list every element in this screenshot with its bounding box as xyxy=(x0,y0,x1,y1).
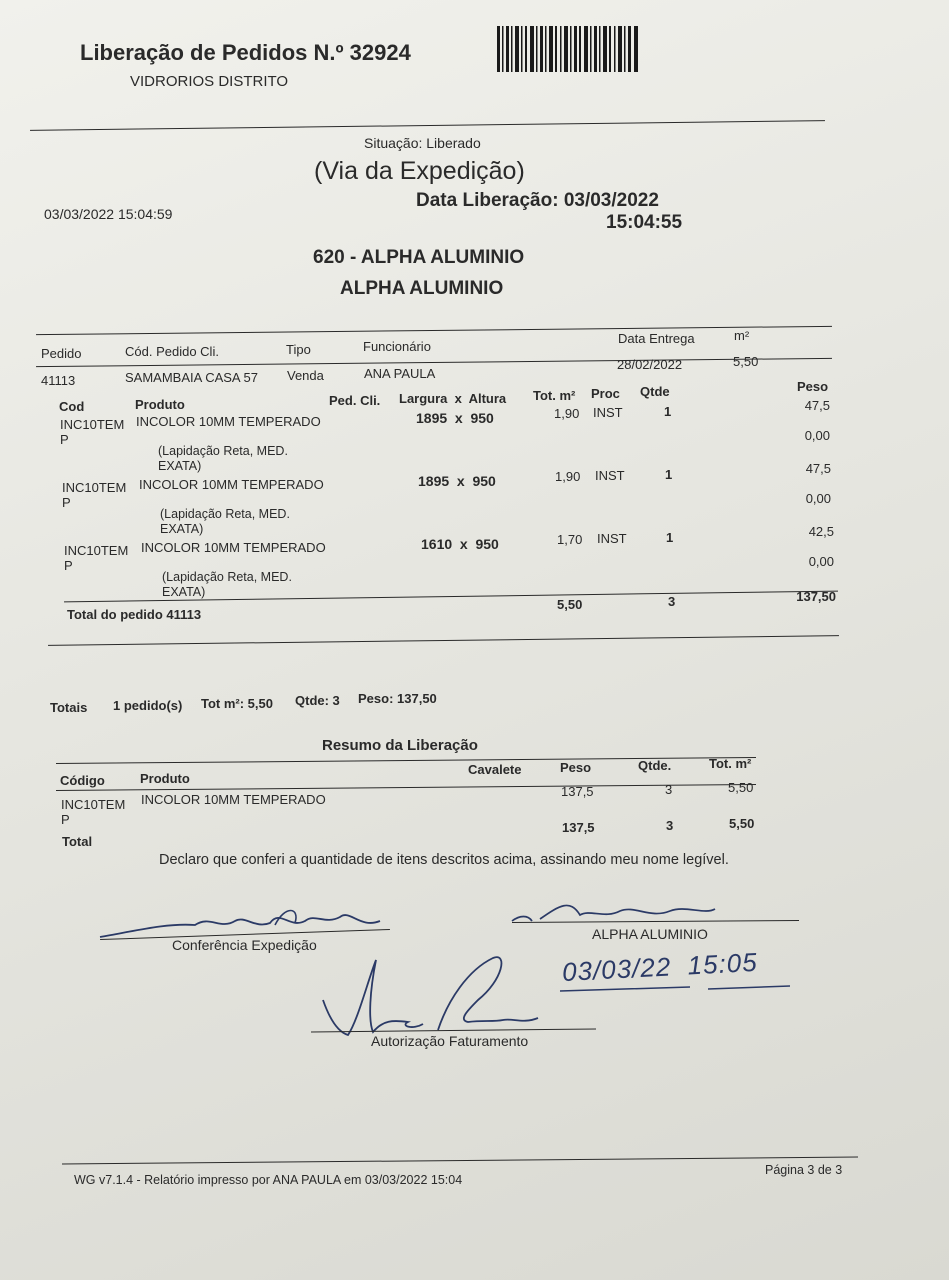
tipo-value: Venda xyxy=(287,368,324,383)
order-total-peso: 137,50 xyxy=(796,589,836,604)
item-desc-cont: EXATA) xyxy=(160,522,204,536)
resumo-total-label: Total xyxy=(62,834,93,849)
barcode-icon xyxy=(497,26,639,72)
item-desc: (Lapidação Reta, MED. xyxy=(158,444,288,458)
col-peso: Peso xyxy=(797,379,829,394)
m2-label: m² xyxy=(734,328,750,343)
resumo-col-qtde: Qtde. xyxy=(638,758,672,773)
document-title: Liberação de Pedidos N.º 32924 xyxy=(80,40,411,65)
funcionario-label: Funcionário xyxy=(363,339,431,354)
cod-pedido-cli-value: SAMAMBAIA CASA 57 xyxy=(125,370,258,385)
col-tot-m2: Tot. m² xyxy=(533,388,576,403)
header-divider xyxy=(30,120,825,131)
item-cod: INC10TEM xyxy=(60,417,125,432)
resumo-tot-m2: 5,50 xyxy=(728,780,754,795)
client-label: ALPHA ALUMINIO xyxy=(592,926,708,942)
footer-divider xyxy=(62,1157,858,1165)
item-peso: 42,5 xyxy=(808,524,834,539)
resumo-col-tot-m2: Tot. m² xyxy=(709,756,752,771)
resumo-produto: INCOLOR 10MM TEMPERADO xyxy=(141,792,326,807)
pedido-value: 41113 xyxy=(41,373,76,388)
item-desc: (Lapidação Reta, MED. xyxy=(160,507,290,521)
col-largura-altura: Largura x Altura xyxy=(399,391,507,406)
totals-label: Totais xyxy=(50,700,88,715)
item-cod: INC10TEM xyxy=(62,480,127,495)
m2-value: 5,50 xyxy=(733,354,759,369)
item-tot-m2: 1,70 xyxy=(557,532,583,547)
resumo-col-peso: Peso xyxy=(560,760,592,775)
autorizacao-label: Autorização Faturamento xyxy=(371,1033,529,1049)
footer-printed-by: WG v7.1.4 - Relatório impresso por ANA PAULA em 03/03/2022 15:04 xyxy=(74,1173,463,1187)
item-proc: INST xyxy=(595,468,625,483)
resumo-qtde: 3 xyxy=(665,782,673,797)
item-proc: INST xyxy=(593,405,623,420)
item-dims: 1610 x 950 xyxy=(421,536,499,552)
col-qtde: Qtde xyxy=(640,384,670,399)
printed-timestamp: 03/03/2022 15:04:59 xyxy=(44,206,173,222)
release-date: Data Liberação: 03/03/2022 xyxy=(416,190,659,211)
item-desc-cont: EXATA) xyxy=(158,459,202,473)
item-cod: INC10TEM xyxy=(64,543,129,558)
status-text: Situação: Liberado xyxy=(364,135,481,151)
resumo-total-qtde: 3 xyxy=(666,818,674,833)
resumo-col-produto: Produto xyxy=(140,771,190,786)
copy-type: (Via da Expedição) xyxy=(314,157,525,185)
item-peso: 47,5 xyxy=(805,461,831,476)
item-dims: 1895 x 950 xyxy=(416,410,494,426)
item-produto: INCOLOR 10MM TEMPERADO xyxy=(139,477,324,492)
totals-pedidos: 1 pedido(s) xyxy=(113,698,183,713)
totals-m2: Tot m²: 5,50 xyxy=(201,696,273,711)
resumo-peso: 137,5 xyxy=(561,784,594,799)
order-total-label: Total do pedido 41113 xyxy=(67,607,202,622)
col-proc: Proc xyxy=(591,386,620,401)
pedido-label: Pedido xyxy=(41,346,82,361)
col-cod: Cod xyxy=(59,399,85,414)
col-produto: Produto xyxy=(135,397,185,412)
totals-peso: Peso: 137,50 xyxy=(358,691,437,706)
order-top-divider xyxy=(36,326,832,335)
resumo-col-codigo: Código xyxy=(60,773,105,788)
item-peso-secondary: 0,00 xyxy=(805,491,831,506)
order-total-qtde: 3 xyxy=(668,594,676,609)
item-peso-secondary: 0,00 xyxy=(804,428,830,443)
resumo-codigo: INC10TEM xyxy=(61,797,126,812)
totals-qtde: Qtde: 3 xyxy=(295,693,340,708)
company-name: VIDRORIOS DISTRITO xyxy=(130,73,289,90)
conferencia-label: Conferência Expedição xyxy=(172,937,317,953)
resumo-total-tot-m2: 5,50 xyxy=(729,816,755,831)
funcionario-value: ANA PAULA xyxy=(364,366,436,381)
resumo-title: Resumo da Liberação xyxy=(322,737,478,754)
resumo-codigo-suffix: P xyxy=(61,812,70,827)
item-cod-suffix: P xyxy=(60,432,69,447)
client-name: ALPHA ALUMINIO xyxy=(340,278,504,299)
handwritten-date: 03/03/22 15:05 xyxy=(561,946,759,988)
item-qtde: 1 xyxy=(664,404,672,419)
date-underline xyxy=(560,985,800,995)
client-code-name: 620 - ALPHA ALUMINIO xyxy=(313,247,525,268)
item-desc-cont: EXATA) xyxy=(162,585,206,599)
item-cod-suffix: P xyxy=(64,558,73,573)
order-total-m2: 5,50 xyxy=(557,597,583,612)
item-desc: (Lapidação Reta, MED. xyxy=(162,570,292,584)
item-dims: 1895 x 950 xyxy=(418,473,496,489)
declaration-text: Declaro que conferi a quantidade de itens descritos acima, assinando meu nome legível. xyxy=(159,852,729,868)
tipo-label: Tipo xyxy=(286,342,311,357)
item-qtde: 1 xyxy=(666,530,674,545)
data-entrega-value: 28/02/2022 xyxy=(617,357,683,372)
item-qtde: 1 xyxy=(665,467,673,482)
item-cod-suffix: P xyxy=(62,495,71,510)
item-peso: 47,5 xyxy=(804,398,830,413)
resumo-total-peso: 137,5 xyxy=(562,820,595,835)
cod-pedido-cli-label: Cód. Pedido Cli. xyxy=(125,344,219,359)
item-tot-m2: 1,90 xyxy=(555,469,581,484)
item-tot-m2: 1,90 xyxy=(554,406,580,421)
item-peso-secondary: 0,00 xyxy=(808,554,834,569)
page-number: Página 3 de 3 xyxy=(765,1163,843,1177)
data-entrega-label: Data Entrega xyxy=(618,331,695,346)
order-bottom-divider xyxy=(48,635,839,646)
item-produto: INCOLOR 10MM TEMPERADO xyxy=(136,414,321,429)
item-proc: INST xyxy=(597,531,627,546)
client-signature xyxy=(510,895,730,929)
release-time: 15:04:55 xyxy=(606,212,683,233)
resumo-col-cavalete: Cavalete xyxy=(468,762,522,777)
item-produto: INCOLOR 10MM TEMPERADO xyxy=(141,540,326,555)
col-ped-cli: Ped. Cli. xyxy=(329,393,381,408)
